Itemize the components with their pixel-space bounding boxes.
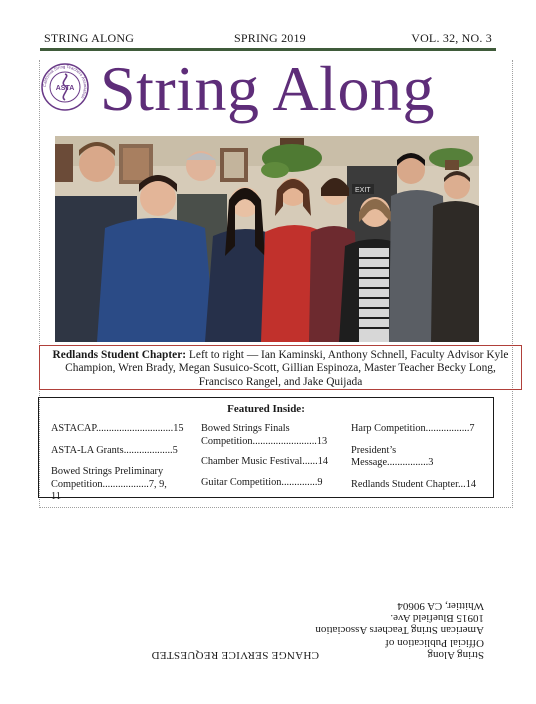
featured-item[interactable]: Redlands Student Chapter...14	[351, 478, 476, 490]
featured-item[interactable]: ASTACAP..............................15	[51, 423, 184, 434]
caption-lead: Redlands Student Chapter:	[52, 349, 187, 361]
return-line: Official Publication of	[385, 636, 484, 649]
logo-center-text: ASTA	[55, 85, 75, 92]
featured-item[interactable]: Chamber Music Festival......14	[201, 456, 328, 468]
return-line: American String Teachers Association	[315, 624, 484, 637]
return-line: Whittier, CA 90604	[397, 599, 484, 612]
featured-item[interactable]: Bowed Strings Preliminary Competition..................7, 9, 11	[51, 466, 167, 503]
featured-title: Featured Inside:	[227, 403, 305, 415]
return-address	[315, 600, 484, 661]
header-publication: STRING ALONG	[44, 31, 135, 45]
caption-text: Left to right — Ian Kaminski, Anthony Schnell, Faculty Advisor Kyle Champion, Wren Brady, Megan Susuico-Scott, Gillian Espinoza, Master Teacher Becky Long, Francisco Rangel, and Jake Quijada	[65, 349, 509, 388]
featured-item[interactable]: Bowed Strings Finals Competition.........................13	[201, 423, 328, 447]
service-notice: CHANGE SERVICE REQUESTED	[151, 649, 319, 661]
featured-item[interactable]: ASTA-LA Grants...................5	[51, 444, 178, 456]
return-line: 10915 Bluefield Ave.	[390, 612, 484, 625]
logo-ring-text: California String Teachers Association	[41, 63, 89, 100]
return-line: String Along	[427, 649, 484, 661]
featured-item[interactable]: Harp Competition.................7	[351, 423, 475, 434]
exit-sign: EXIT	[355, 187, 371, 194]
masthead-title: String Along	[100, 53, 435, 124]
header-issue-season: SPRING 2019	[234, 31, 306, 45]
featured-item[interactable]: Guitar Competition..............9	[201, 476, 323, 488]
featured-item[interactable]: President’s Message................3	[351, 444, 434, 469]
header-volume: VOL. 32, NO. 3	[411, 31, 492, 45]
